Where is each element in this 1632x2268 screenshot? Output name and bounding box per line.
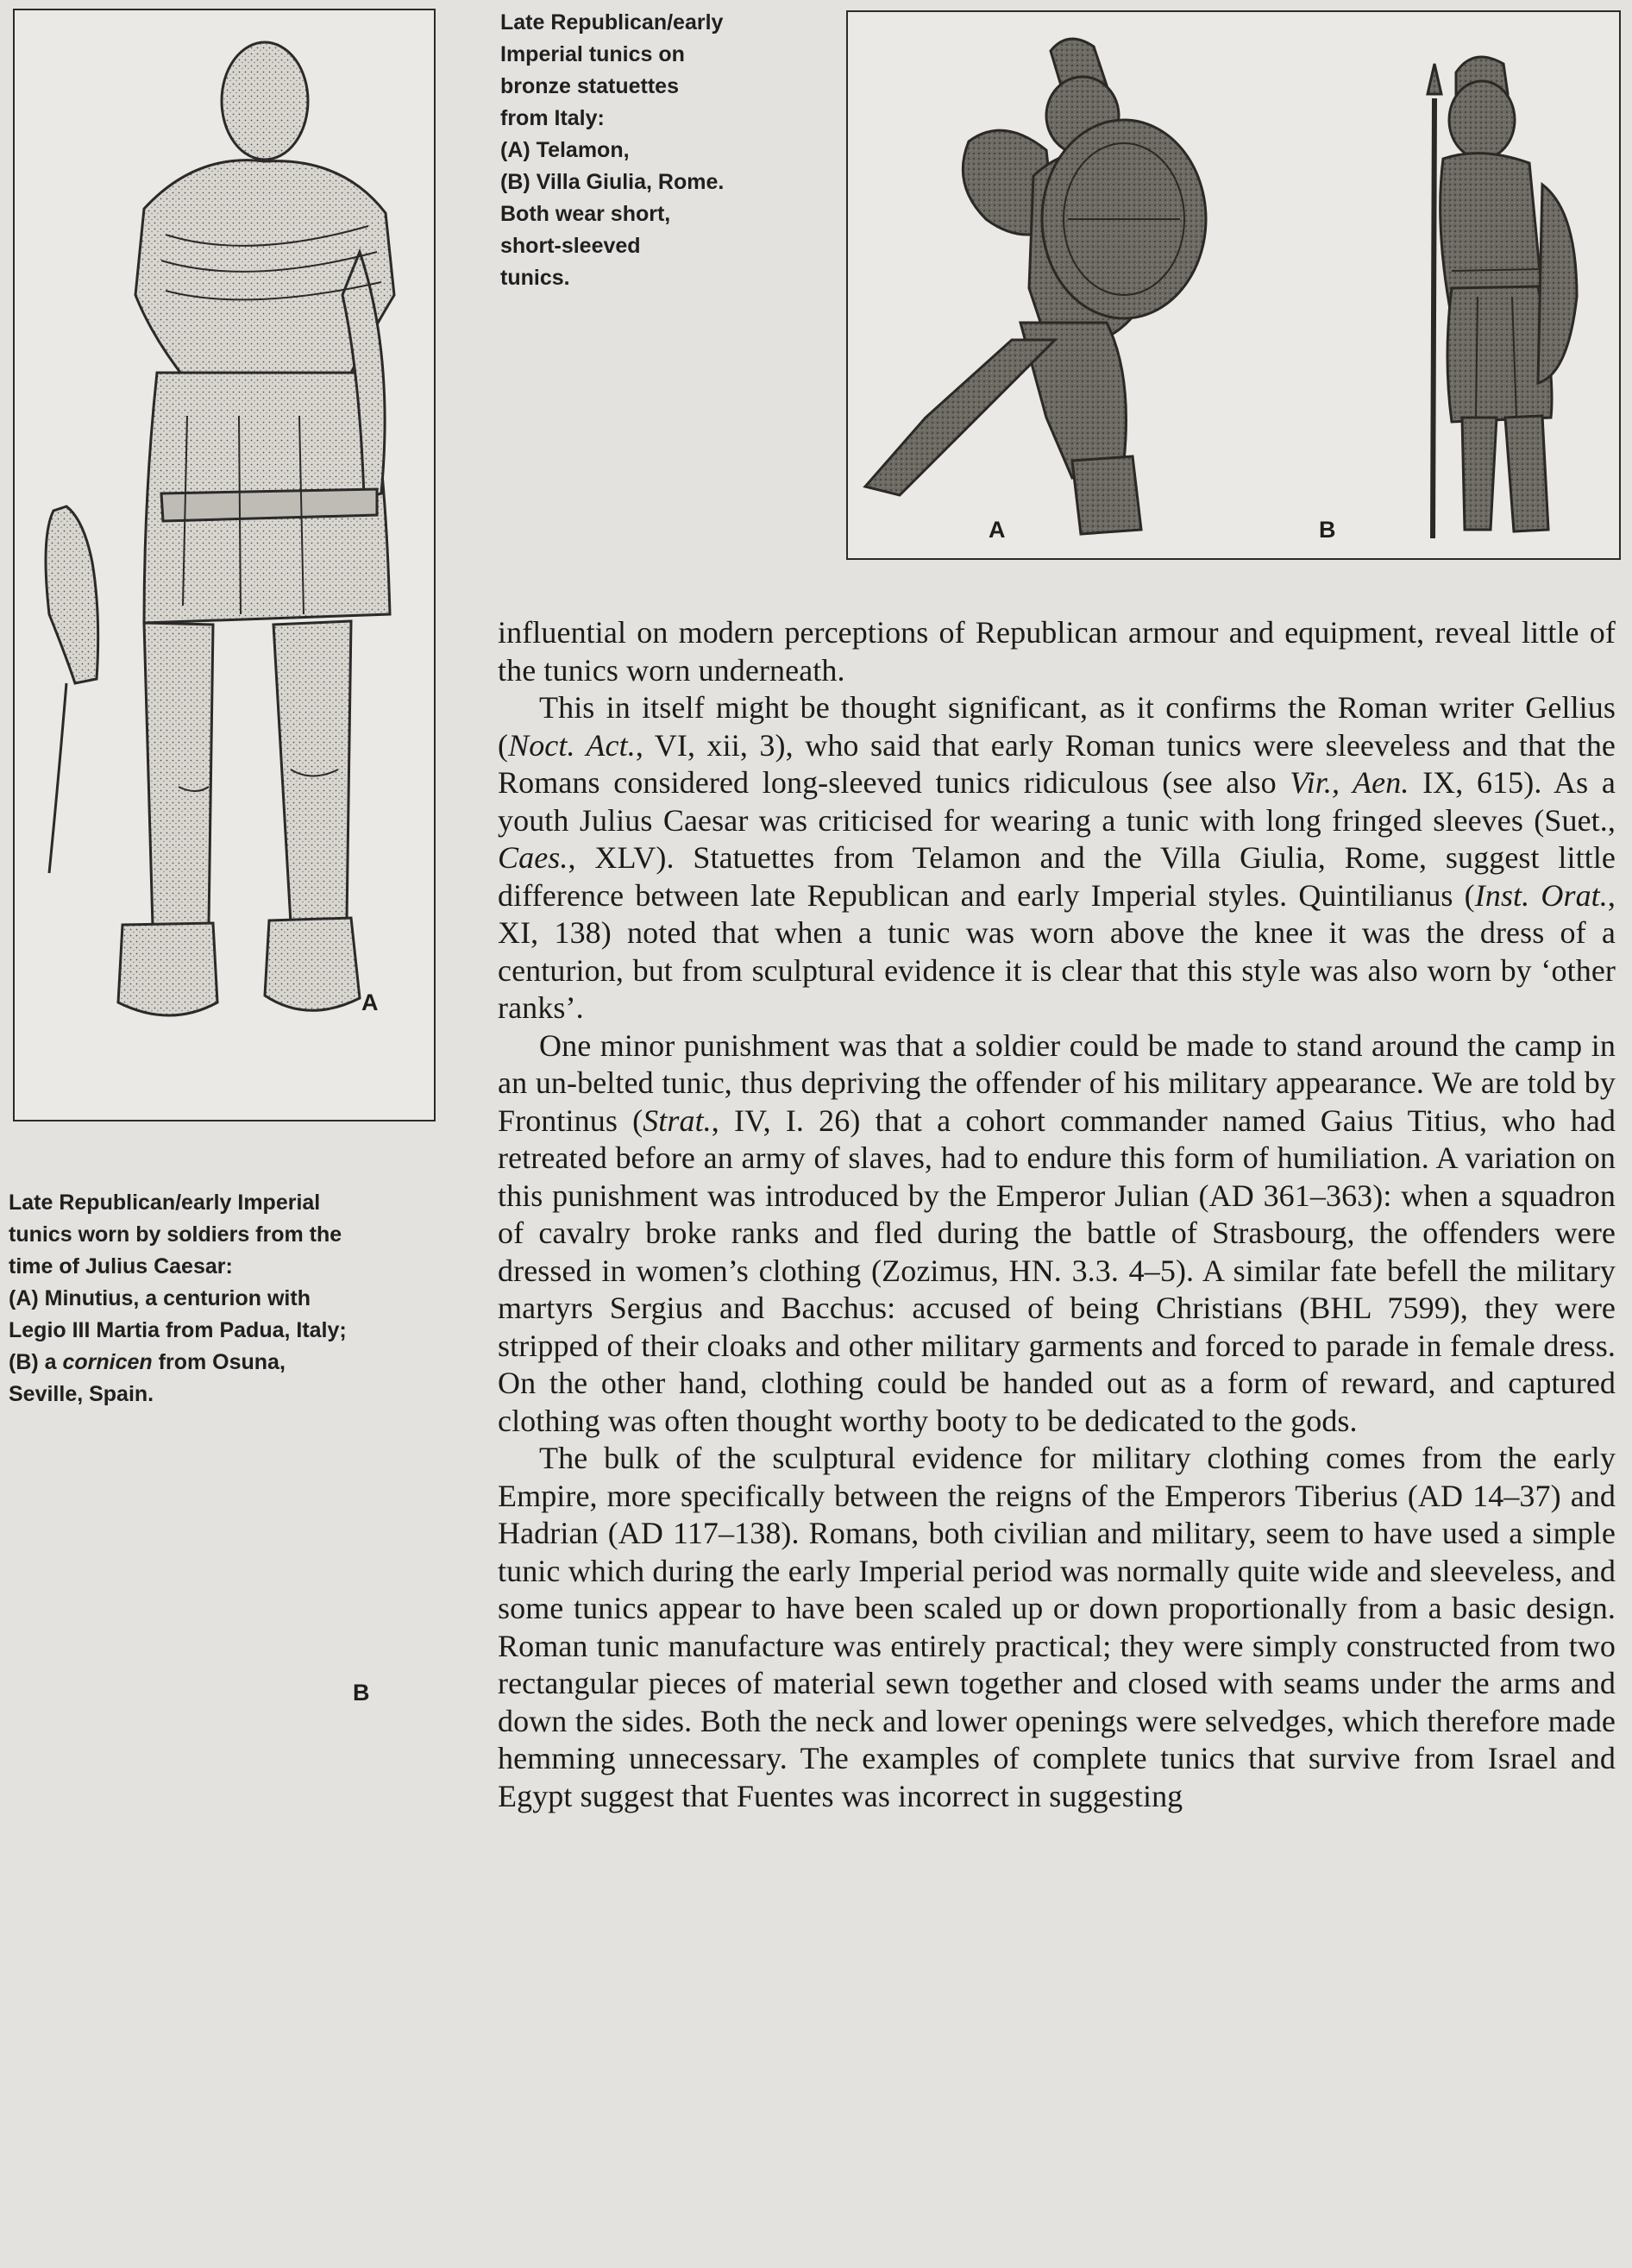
paragraph-text: , IV, I. 26) that a cohort commander named Gaius Titius, who had retreated before an army of slaves, had to endure this form of humiliation. A variation on this punishment was introduced by the Emperor Julian (AD 361–363): when a squadron of cavalry broke ranks and fled during the battle of Strasbourg, the offenders were dressed in women’s clothing (Zozimus, HN. 3.3. 4–5). A similar fate befell the military martyrs Sergius and Bacchus: accused of being Christians (BHL 7599), they were stripped of their cloaks and other military garments and forced to parade in female dress. On the other hand, clothing could be handed out as a form of reward, and captured clothing was often thought worthy booty to be dedicated to the gods. xyxy=(498,1103,1616,1438)
body-text xyxy=(498,614,1616,1815)
caption-left-line: (A) Minutius, a centurion with xyxy=(9,1286,311,1310)
paragraph-text: , XLV). Statuettes from Telamon and the Villa Giulia, Rome, suggest little difference between late Republican and early Imperial styles. Quintilianus ( xyxy=(498,840,1616,913)
paragraph-citation: Caes. xyxy=(498,840,568,875)
caption-left-line: Legio III Martia from Padua, Italy; xyxy=(9,1318,347,1342)
caption-top-line: Late Republican/early xyxy=(500,10,724,35)
paragraph-2 xyxy=(498,689,1616,1027)
caption-left xyxy=(9,1187,440,1410)
caption-top-line: (A) Telamon, xyxy=(500,138,630,162)
paragraph-text: IX, 615). As a youth Julius Caesar was criticised for wearing a tunic with long fringed sleeves (Suet., xyxy=(498,765,1616,838)
caption-top-line: bronze statuettes xyxy=(500,74,679,98)
paragraph-citation: Vir., Aen. xyxy=(1290,765,1409,800)
caption-top-line: Both wear short, xyxy=(500,202,671,226)
paragraph-3 xyxy=(498,1027,1616,1441)
centurion-minutius-drawing xyxy=(15,10,434,1120)
caption-top-line: tunics. xyxy=(500,266,570,290)
caption-top-line: short-sleeved xyxy=(500,234,641,258)
caption-left-line: Seville, Spain. xyxy=(9,1382,154,1406)
paragraph-citation: Noct. Act. xyxy=(508,727,636,763)
figure-left-label-b: B xyxy=(353,1680,370,1706)
figure-top-label-b: B xyxy=(1319,517,1336,543)
paragraph-citation: Strat. xyxy=(643,1103,712,1138)
paragraph-text: One minor punishment was that a soldier could be made to stand around the camp in an un-belted tunic, thus depriving the offender of his military appearance. We are told by Frontinus ( xyxy=(498,1027,1616,1138)
caption-left-line: Late Republican/early Imperial xyxy=(9,1191,321,1215)
paragraph-text: , VI, xii, 3), who said that early Roman tunics were sleeveless and that the Romans considered long-sleeved tunics ridiculous (see also xyxy=(498,727,1616,800)
caption-left-italic: cornicen xyxy=(62,1350,153,1374)
caption-top-line: (B) Villa Giulia, Rome. xyxy=(500,170,725,194)
paragraph-text: This in itself might be thought significant, as it confirms the Roman writer Gellius ( xyxy=(498,690,1616,763)
caption-left-line: time of Julius Caesar: xyxy=(9,1254,233,1278)
caption-left-line xyxy=(9,1347,440,1379)
paragraph-citation: Inst. Orat. xyxy=(1474,877,1608,913)
bronze-statuettes-drawing xyxy=(848,12,1619,558)
caption-top-line: from Italy: xyxy=(500,106,605,130)
caption-left-text: from Osuna, xyxy=(152,1350,286,1374)
paragraph-1: influential on modern perceptions of Republican armour and equipment, reveal little of the tunics worn underneath. xyxy=(498,615,1616,688)
figure-left-label-a: A xyxy=(361,990,379,1015)
caption-top-line: Imperial tunics on xyxy=(500,42,685,66)
paragraph-4: The bulk of the sculptural evidence for military clothing comes from the early Empire, more specifically between the reigns of the Emperors Tiberius (AD 14–37) and Hadrian (AD 117–138). Romans, both civilian and military, seem to have used a simple tunic which during the early Imperial period was normally quite wide and sleeveless, and some tunics appear to have been scaled up or down proportionally from a basic design. Roman tunic manufacture was entirely practical; they were simply constructed from two rectangular pieces of material sewn together and closed with seams under the arms and down the sides. Both the neck and lower openings were selvedges, which therefore made hemming unnecessary. The examples of complete tunics that survive from Israel and Egypt suggest that Fuentes was incorrect in suggesting xyxy=(498,1441,1616,1813)
paragraph-text: , XI, 138) noted that when a tunic was worn above the knee it was the dress of a centurion, but from sculptural evidence it is clear that this style was also worn by ‘other ranks’. xyxy=(498,877,1616,1025)
caption-left-line: tunics worn by soldiers from the xyxy=(9,1222,342,1247)
caption-left-text: (B) a xyxy=(9,1350,63,1374)
figure-top-label-a: A xyxy=(989,517,1006,543)
caption-top xyxy=(500,7,798,294)
figure-top-panel xyxy=(846,10,1621,560)
